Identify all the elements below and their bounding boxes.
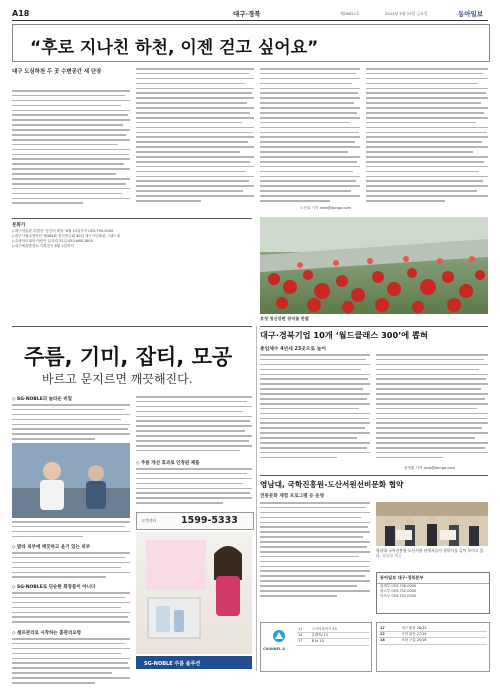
weather-text: 포항 구름 25/16 xyxy=(401,638,488,644)
info-line: 독자부 053-752-0000 xyxy=(380,593,417,598)
ad-doctor-photo xyxy=(12,443,130,518)
notice-rule xyxy=(12,218,252,219)
group-photo-illustration xyxy=(376,502,488,546)
doctor-illustration xyxy=(12,443,130,518)
weather-box xyxy=(376,622,490,672)
right-story-2-headline: 영남대, 국학진흥원-도산서원선비문화 협약 xyxy=(260,480,404,489)
weather-day: 17 xyxy=(379,626,401,632)
tv-time: 17 xyxy=(297,639,311,645)
tv-time: 14 xyxy=(297,633,311,639)
agreement-caption-source: 영남대 제공 xyxy=(382,553,402,558)
rose-garden-photo xyxy=(260,217,488,314)
top-story-column-4 xyxy=(366,68,488,205)
tv-time: 11 xyxy=(297,627,311,633)
ad-banner[interactable] xyxy=(136,656,252,669)
ad-product-image xyxy=(136,532,252,654)
right-story-1-byline: 장영훈 기자 jang@donga.com xyxy=(404,466,456,470)
info-line: 광고부 053-752-0000 xyxy=(380,588,417,593)
right-story-1-column-1 xyxy=(260,354,370,462)
weather-row xyxy=(379,638,487,644)
top-story-subhead-block xyxy=(12,68,130,76)
ad-phone-label: 고객센터 xyxy=(141,518,157,523)
issue-date: 2014년 5월 23일 금요일 xyxy=(385,11,428,16)
rose-photo-caption xyxy=(260,316,488,321)
channel-a-logo xyxy=(264,629,294,645)
ad-phone-box xyxy=(136,512,254,530)
channel-a-icon xyxy=(264,629,294,645)
ad-doctor-caption xyxy=(12,521,130,541)
agreement-photo-caption xyxy=(376,548,488,558)
weather-text: 구미 맑음 27/14 xyxy=(401,632,488,638)
top-story-subhead: 대구 도심하천 두 곳 수변공간 새 단장 xyxy=(12,69,102,75)
right-story-1-rule xyxy=(260,326,488,327)
weather-day: 18 xyxy=(379,638,401,644)
right-story-2-subhead: 전통문화 체험 프로그램 등 운영 xyxy=(260,494,325,499)
masthead-logo: 동아일보 xyxy=(458,10,484,18)
ad-point-1: ◇ SG-NOBLE의 놀라운 비밀 xyxy=(12,397,73,402)
tv-row xyxy=(297,639,369,645)
tv-program: B tv 10 xyxy=(311,639,369,645)
ad-point-4: ◇ 셀프관리로 시작하는 홈관리요령 xyxy=(12,631,82,636)
top-story-headline: “후로 지나친 하천, 이젠 걷고 싶어요” xyxy=(30,38,319,58)
ad-text-3 xyxy=(12,592,130,626)
info-box xyxy=(376,572,490,614)
ad-model-illustration xyxy=(136,532,252,654)
ad-phone-number[interactable]: 1599-5333 xyxy=(181,515,238,526)
section-title: 대구·경북 xyxy=(233,10,261,18)
ad-rule-top xyxy=(12,326,252,327)
notice-item: ▷대구시립교향악단 제405회 정기연주회 30일 대구시민회관 그랜드홀 xyxy=(12,233,121,238)
agreement-caption-text: 영남대·국학진흥원·도산서원 관계자들이 협약서를 들어 보이고 있다. xyxy=(376,548,484,558)
agreement-photo xyxy=(376,502,488,546)
ad-point-2: ◇ 발라 피부에 깨끗하고 윤기 있는 피부 xyxy=(12,545,91,550)
right-story-2-rule xyxy=(260,475,488,476)
notice-list xyxy=(12,229,250,249)
notice-title: 문화가 xyxy=(12,223,26,228)
tv-program: 스카이라이프 13 xyxy=(311,627,369,633)
tv-box xyxy=(260,622,372,672)
info-box-title: 동아일보 대구·경북본부 xyxy=(377,573,489,584)
ad-text-1 xyxy=(12,404,130,443)
ad-subline: 바르고 문지르면 깨끗해진다. xyxy=(42,372,193,386)
ad-headline: 주름, 기미, 잡티, 모공 xyxy=(24,345,233,369)
ad-text-4 xyxy=(12,638,130,687)
rose-garden-illustration xyxy=(260,217,488,314)
info-line: 취재부 053-756-0000 xyxy=(380,584,417,588)
top-story-byline: 노인호 기자 inho@donga.com xyxy=(300,206,352,210)
ad-point-5: ◇ 주름 개선 효과로 인정된 제품 xyxy=(136,461,200,466)
page-number: A18 xyxy=(12,9,30,18)
rose-photo-caption-label: 호젓 청신강변 장미꽃 만발 xyxy=(260,316,309,321)
right-story-1-headline: 대구·경북기업 10개 ‘월드클래스 300’에 뽑혀 xyxy=(260,330,428,340)
weather-day: 22 xyxy=(379,632,401,638)
notice-item: ▷대구미술관 특별전 ‘공간의 확장’ 6월 15일까지 053-790-3000 xyxy=(12,229,114,233)
issue-number: 제26637호 xyxy=(340,11,360,16)
ad-text-2 xyxy=(12,552,130,581)
ad-text-5 xyxy=(136,396,252,455)
top-story-column-3 xyxy=(260,68,360,205)
channel-name: CHANNEL A xyxy=(263,647,285,651)
tv-program: 올레TV 15 xyxy=(311,633,369,639)
weather-text: 대구 맑음 28/15 xyxy=(401,626,488,632)
notice-item: ▷수성아트피아 어린이 뮤지컬 31일 053-668-1800 xyxy=(12,238,93,243)
top-story-column-1 xyxy=(12,90,130,207)
right-story-1-subhead: 총업체수 4년새 23곳으로 늘어 xyxy=(260,347,326,352)
column-separator xyxy=(256,326,257,671)
right-story-2-column-1 xyxy=(260,502,370,600)
notice-item: ▷대구예술발전소 기획전시 6월 1일까지 xyxy=(12,243,74,248)
ad-text-6 xyxy=(136,468,252,507)
ad-point-3: ◇ SG-NOBLE로 단순한 화장품이 아니다 xyxy=(12,585,96,590)
top-story-column-2 xyxy=(136,68,254,205)
tv-listing-table xyxy=(297,627,369,646)
ad-banner-text: SG-NOBLE 주름 솔루션 xyxy=(144,660,201,667)
right-story-1-column-2 xyxy=(376,354,488,462)
header-rule xyxy=(12,20,488,21)
weather-table xyxy=(379,626,487,645)
